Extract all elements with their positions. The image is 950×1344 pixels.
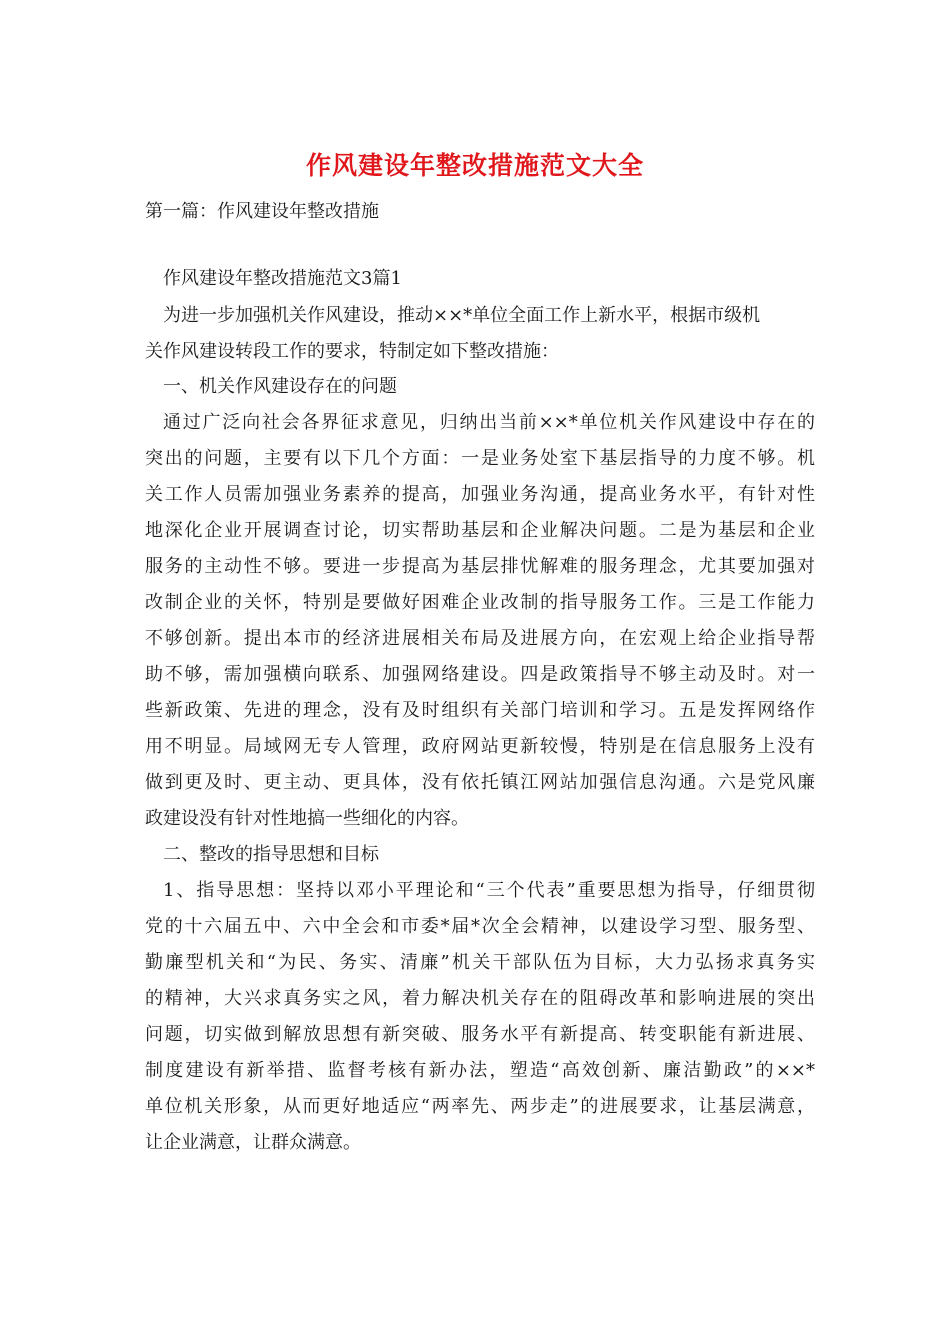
paragraph-line: 一、机关作风建设存在的问题 [163,376,397,397]
paragraph-line: 不够创新。提出本市的经济进展相关布局及进展方向，在宏观上给企业指导帮 [145,628,815,649]
paragraph-line: 问题，切实做到解放思想有新突破、服务水平有新提高、转变职能有新进展、 [145,1024,815,1045]
paragraph-line: 做到更及时、更主动、更具体，没有依托镇江网站加强信息沟通。六是党风廉 [145,772,815,793]
document-title: 作风建设年整改措施范文大全 [305,151,644,180]
paragraph-line: 助不够，需加强横向联系、加强网络建设。四是政策指导不够主动及时。对一 [145,664,815,685]
paragraph-line: 政建设没有针对性地搞一些细化的内容。 [145,808,469,829]
paragraph-line: 勤廉型机关和“为民、务实、清廉”机关干部队伍为目标，大力弘扬求真务实 [145,952,815,973]
paragraph-line: 地深化企业开展调查讨论，切实帮助基层和企业解决问题。二是为基层和企业 [145,520,815,541]
paragraph-line: 改制企业的关怀，特别是要做好困难企业改制的指导服务工作。三是工作能力 [145,592,815,613]
paragraph-line: 服务的主动性不够。要进一步提高为基层排忧解难的服务理念，尤其要加强对 [145,556,815,577]
paragraph-line: 的精神，大兴求真务实之风，着力解决机关存在的阻碍改革和影响进展的突出 [145,988,815,1009]
paragraph-line: 关工作人员需加强业务素养的提高，加强业务沟通，提高业务水平，有针对性 [145,484,815,505]
paragraph-line: 些新政策、先进的理念，没有及时组织有关部门培训和学习。五是发挥网络作 [145,700,815,721]
paragraph-line: 制度建设有新举措、监督考核有新办法，塑造“高效创新、廉洁勤政”的××* [145,1060,815,1081]
paragraph-line: 党的十六届五中、六中全会和市委*届*次全会精神，以建设学习型、服务型、 [145,916,815,937]
paragraph-line: 1、指导思想：坚持以邓小平理论和“三个代表”重要思想为指导，仔细贯彻 [163,880,815,901]
paragraph-line: 用不明显。局域网无专人管理，政府网站更新较慢，特别是在信息服务上没有 [145,736,815,757]
paragraph-line: 让企业满意，让群众满意。 [145,1132,361,1153]
paragraph-line: 为进一步加强机关作风建设，推动××*单位全面工作上新水平，根据市级机 [163,305,761,326]
paragraph-line: 突出的问题，主要有以下几个方面：一是业务处室下基层指导的力度不够。机 [145,448,815,469]
paragraph-line: 单位机关形象，从而更好地适应“两率先、两步走”的进展要求，让基层满意， [145,1096,815,1117]
paragraph-line: 二、整改的指导思想和目标 [163,844,379,865]
paragraph-line: 通过广泛向社会各界征求意见，归纳出当前××*单位机关作风建设中存在的 [163,412,815,433]
paragraph-line: 作风建设年整改措施范文3篇1 [163,268,402,289]
paragraph-line: 关作风建设转段工作的要求，特制定如下整改措施： [145,341,559,362]
section-heading: 第一篇：作风建设年整改措施 [145,201,379,222]
